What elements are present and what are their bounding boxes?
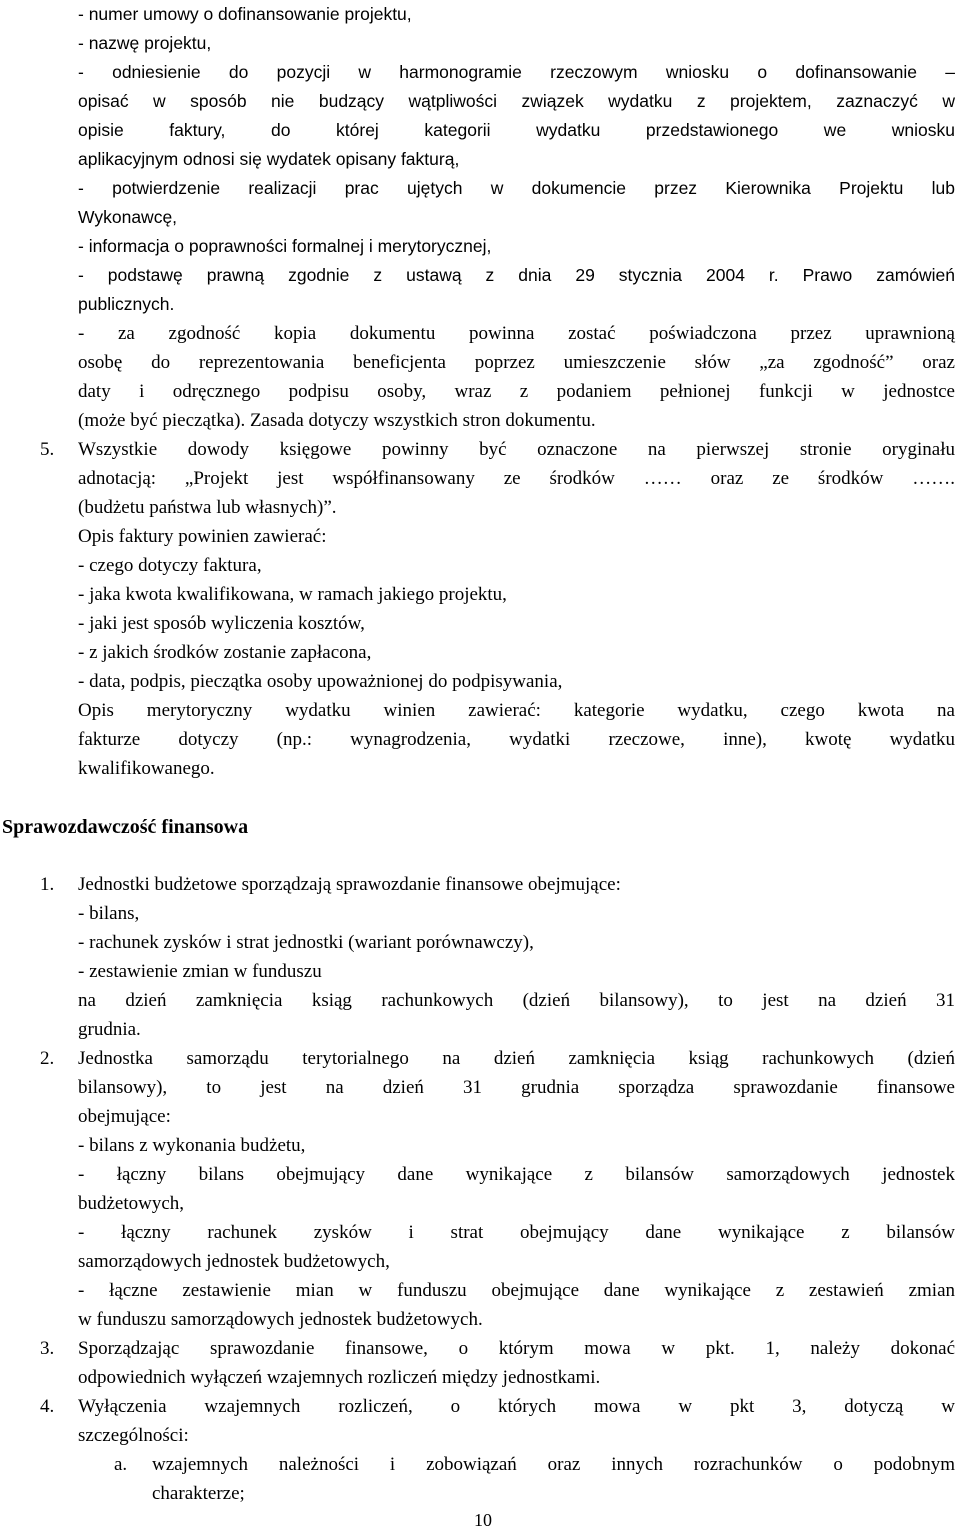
text-line: (może być pieczątka). Zasada dotyczy wszystkich stron dokumentu. — [78, 410, 596, 431]
text-line: opisie faktury, do której kategorii wydatku przedstawionego we wniosku — [78, 120, 955, 140]
text-line: opisać w sposób nie budzący wątpliwości związek wydatku z projektem, zaznaczyć w — [78, 91, 955, 111]
text-line: - potwierdzenie realizacji prac ujętych w dokumencie przez Kierownika Projektu lub — [78, 178, 955, 198]
text-line: - numer umowy o dofinansowanie projektu, — [78, 4, 412, 24]
text-line: - bilans, — [78, 903, 140, 924]
list-number: 4. — [40, 1396, 55, 1417]
text-line: - rachunek zysków i strat jednostki (wariant porównawczy), — [78, 932, 534, 953]
text-line: osobę do reprezentowania beneficjenta poprzez umieszczenie słów „za zgodność” oraz — [78, 352, 955, 373]
text-line: samorządowych jednostek budżetowych, — [78, 1251, 390, 1272]
text-line: - łączne zestawienie mian w funduszu obejmujące dane wynikające z zestawień zmian — [78, 1280, 955, 1301]
list-letter: a. — [114, 1454, 128, 1475]
text-line: Jednostka samorządu terytorialnego na dzień zamknięcia ksiąg rachunkowych (dzień — [78, 1048, 955, 1069]
text-line: - z jakich środków zostanie zapłacona, — [78, 642, 372, 663]
text-line: - czego dotyczy faktura, — [78, 555, 262, 576]
text-line: - łączny bilans obejmujący dane wynikające z bilansów samorządowych jednostek — [78, 1164, 955, 1185]
list-number: 2. — [40, 1048, 55, 1069]
text-line: - odniesienie do pozycji w harmonogramie rzeczowym wniosku o dofinansowanie – — [78, 62, 955, 82]
text-line: - nazwę projektu, — [78, 33, 212, 53]
text-line: - bilans z wykonania budżetu, — [78, 1135, 306, 1156]
text-line: charakterze; — [152, 1483, 245, 1504]
text-line: w funduszu samorządowych jednostek budżetowych. — [78, 1309, 483, 1330]
text-line: Wykonawcę, — [78, 207, 178, 227]
text-line: - zestawienie zmian w funduszu — [78, 961, 322, 982]
text-line: - łączny rachunek zysków i strat obejmujący dane wynikające z bilansów — [78, 1222, 955, 1243]
text-line: - za zgodność kopia dokumentu powinna zostać poświadczona przez uprawnioną — [78, 323, 955, 344]
text-line: - data, podpis, pieczątka osoby upoważnionej do podpisywania, — [78, 671, 563, 692]
text-line: fakturze dotyczy (np.: wynagrodzenia, wydatki rzeczowe, inne), kwotę wydatku — [78, 729, 955, 750]
text-line: publicznych. — [78, 294, 175, 314]
list-number: 5. — [40, 439, 55, 460]
list-number: 1. — [40, 874, 55, 895]
text-line: na dzień zamknięcia ksiąg rachunkowych (dzień bilansowy), to jest na dzień 31 — [78, 990, 955, 1011]
section-heading: Sprawozdawczość finansowa — [2, 816, 249, 838]
text-line: kwalifikowanego. — [78, 758, 215, 779]
text-line: budżetowych, — [78, 1193, 185, 1214]
list-number: 3. — [40, 1338, 55, 1359]
text-line: Wyłączenia wzajemnych rozliczeń, o których mowa w pkt 3, dotyczą w — [78, 1396, 955, 1417]
text-line: Sporządzając sprawozdanie finansowe, o którym mowa w pkt. 1, należy dokonać — [78, 1338, 955, 1359]
text-line: - podstawę prawną zgodnie z ustawą z dnia 29 stycznia 2004 r. Prawo zamówień — [78, 265, 955, 285]
text-line: odpowiednich wyłączeń wzajemnych rozliczeń między jednostkami. — [78, 1367, 601, 1388]
text-line: Opis merytoryczny wydatku winien zawierać: kategorie wydatku, czego kwota na — [78, 700, 955, 721]
text-line: - jaka kwota kwalifikowana, w ramach jakiego projektu, — [78, 584, 507, 605]
text-line: Opis faktury powinien zawierać: — [78, 526, 327, 547]
text-line: adnotacją: „Projekt jest współfinansowany ze środków …… oraz ze środków ……. — [78, 468, 955, 489]
text-line: obejmujące: — [78, 1106, 171, 1127]
text-line: - informacja o poprawności formalnej i merytorycznej, — [78, 236, 492, 256]
text-line: daty i odręcznego podpisu osoby, wraz z podaniem pełnionej funkcji w jednostce — [78, 381, 955, 402]
text-line: wzajemnych należności i zobowiązań oraz innych rozrachunków o podobnym — [152, 1454, 955, 1475]
text-line: aplikacyjnym odnosi się wydatek opisany fakturą, — [78, 149, 460, 169]
text-line: Wszystkie dowody księgowe powinny być oznaczone na pierwszej stronie oryginału — [78, 439, 955, 460]
text-line: Jednostki budżetowe sporządzają sprawozdanie finansowe obejmujące: — [78, 874, 621, 895]
text-line: grudnia. — [78, 1019, 141, 1040]
page-number: 10 — [474, 1510, 492, 1530]
text-line: bilansowy), to jest na dzień 31 grudnia sporządza sprawozdanie finansowe — [78, 1077, 955, 1098]
text-line: (budżetu państwa lub własnych)”. — [78, 497, 337, 518]
text-line: - jaki jest sposób wyliczenia kosztów, — [78, 613, 365, 634]
text-line: szczególności: — [78, 1425, 189, 1446]
